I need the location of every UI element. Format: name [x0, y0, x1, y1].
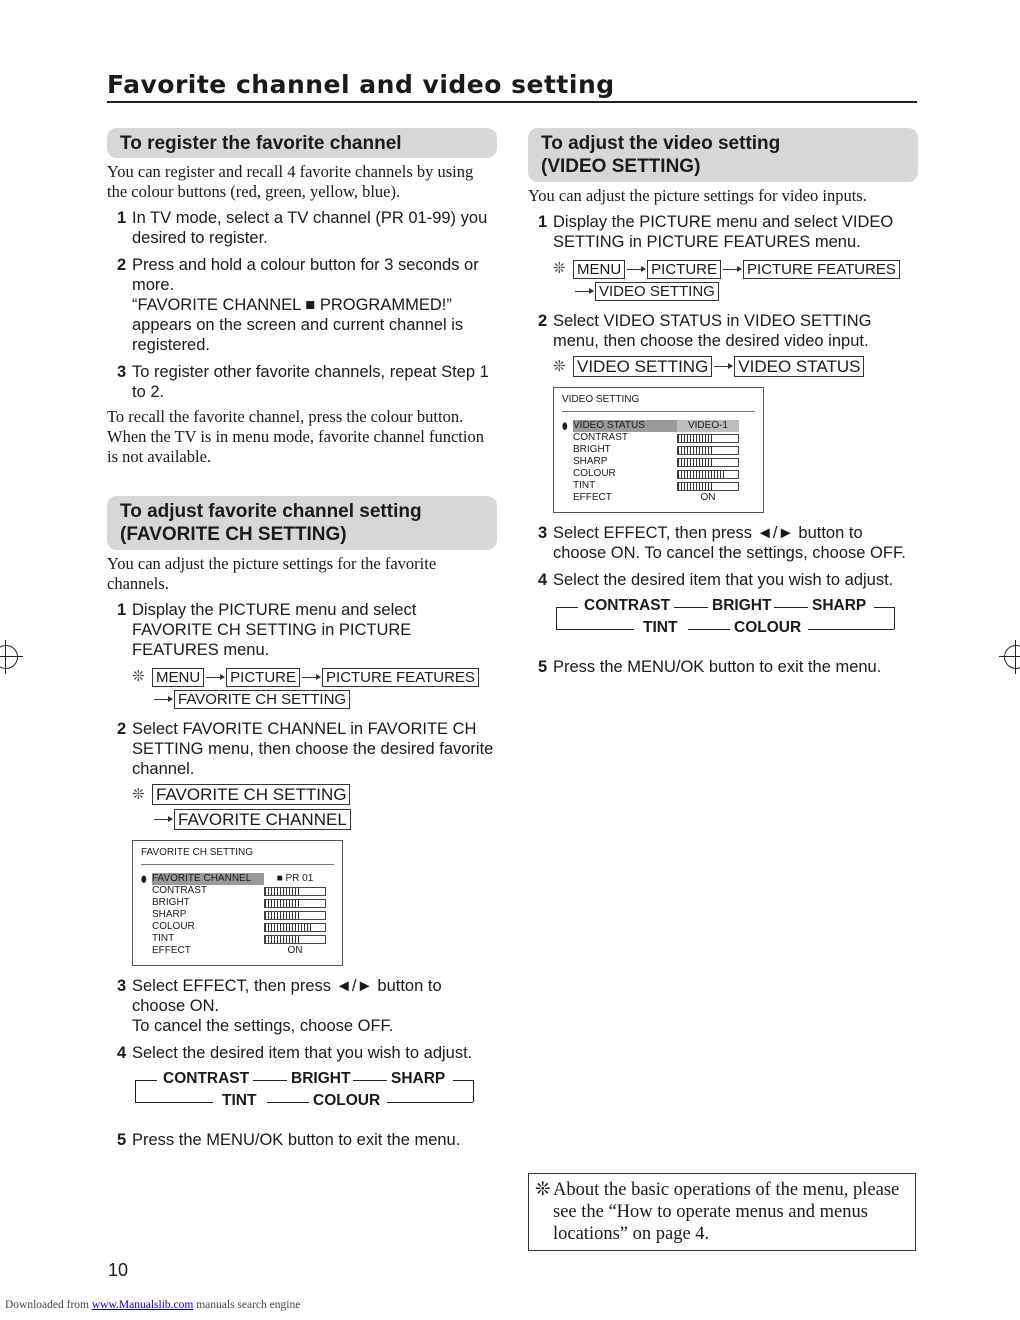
fav-step-5: 5 Press the MENU/OK button to exit the menu.: [117, 1131, 461, 1149]
path-video-status: VIDEO STATUS: [734, 356, 864, 377]
arrow-right-icon: [302, 677, 320, 678]
cursor-icon: ⬮: [562, 421, 568, 431]
path-picture-features: PICTURE FEATURES: [743, 260, 900, 279]
arrow-right-icon: [206, 677, 224, 678]
osd-row: TINT: [141, 933, 334, 945]
adjust-fav-steps: [107, 600, 497, 660]
arrow-right-icon: [575, 291, 593, 292]
level-bar: [264, 911, 326, 920]
fav-osd-menu: [132, 840, 343, 966]
osd-row-selected: ⬮ FAVORITE CHANNEL ■ PR 01: [141, 873, 314, 884]
level-bar: [264, 923, 326, 932]
osd-row: EFFECT ON: [152, 945, 303, 956]
cursor-icon: ⬮: [141, 874, 147, 884]
level-bar: [264, 887, 326, 896]
path-fav-ch-setting: FAVORITE CH SETTING: [174, 690, 350, 709]
path-menu: MENU: [573, 260, 625, 279]
osd-title: FAVORITE CH SETTING: [141, 847, 334, 865]
video-step-1: 1 Display the PICTURE menu and select VIDEO SETTING in PICTURE FEATURES menu.: [538, 213, 894, 251]
register-step-1: 1 In TV mode, select a TV channel (PR 01-99) you desired to register.: [117, 209, 488, 247]
video-osd-menu: [553, 387, 764, 513]
fav-menu-path: [132, 667, 497, 709]
video-step-4: 4 Select the desired item that you wish to adjust.: [538, 571, 894, 589]
arrow-right-icon: [627, 269, 645, 270]
note-icon: ❊: [553, 260, 566, 277]
osd-row: COLOUR: [562, 468, 755, 480]
register-heading: To register the favorite channel: [107, 128, 497, 158]
left-column: [107, 128, 497, 1157]
level-bar: [677, 482, 739, 491]
osd-row: BRIGHT: [141, 897, 334, 909]
adjust-cycle-diagram: CONTRAST BRIGHT SHARP TINT COLOUR: [135, 1070, 475, 1118]
adjust-fav-intro: You can adjust the picture settings for the favorite channels.: [107, 554, 437, 593]
osd-row: CONTRAST: [141, 885, 334, 897]
register-step-3: 3 To register other favorite channels, repeat Step 1 to 2.: [117, 363, 489, 401]
level-bar: [677, 434, 739, 443]
video-intro: You can adjust the picture settings for video inputs.: [528, 186, 867, 205]
path-menu: MENU: [152, 668, 204, 687]
note-icon: ❊: [553, 357, 566, 375]
arrow-right-icon: [723, 269, 741, 270]
video-step-3: 3 Select EFFECT, then press ◄/► button to choose ON. To cancel the settings, choose OFF.: [538, 524, 906, 562]
fav-step-4: 4 Select the desired item that you wish to adjust.: [117, 1044, 473, 1062]
path-fav-ch-setting: FAVORITE CH SETTING: [152, 784, 350, 805]
path-picture: PICTURE: [226, 668, 300, 687]
video-menu-path: [553, 259, 918, 301]
path-video-setting: VIDEO SETTING: [573, 356, 712, 377]
fav-channel-path: [132, 784, 497, 830]
level-bar: [264, 899, 326, 908]
osd-row: TINT: [562, 480, 755, 492]
menu-mode-note: When the TV is in menu mode, favorite channel function is not available.: [107, 427, 484, 466]
video-step-5: 5 Press the MENU/OK button to exit the menu.: [538, 658, 882, 676]
recall-note: To recall the favorite channel, press the colour button.: [107, 407, 464, 426]
note-icon: ❊: [535, 1180, 551, 1200]
arrow-right-icon: [714, 366, 732, 367]
path-picture: PICTURE: [647, 260, 721, 279]
about-menu-note: ❊ About the basic operations of the menu, please see the “How to operate menus and menus locations” on page 4.: [528, 1173, 916, 1251]
register-step-2: 2 Press and hold a colour button for 3 seconds or more. “FAVORITE CHANNEL ■ PROGRAMMED!” appears on the screen and current channel is registered.: [117, 256, 479, 354]
osd-title: VIDEO SETTING: [562, 394, 755, 412]
path-fav-channel: FAVORITE CHANNEL: [174, 809, 351, 830]
register-intro: You can register and recall 4 favorite channels by using the colour buttons (red, green, yellow, blue).: [107, 162, 474, 201]
download-footer: Downloaded from www.Manualslib.com manuals search engine: [5, 1299, 301, 1311]
adjust-fav-heading: To adjust favorite channel setting (FAVORITE CH SETTING): [107, 496, 497, 550]
registration-mark-icon: [1004, 645, 1020, 669]
page-number: 10: [108, 1260, 129, 1280]
fav-step-2: 2 Select FAVORITE CHANNEL in FAVORITE CH SETTING menu, then choose the desired favorite channel.: [117, 720, 494, 778]
osd-row-selected: ⬮ VIDEO STATUS VIDEO-1: [562, 420, 755, 432]
osd-row: CONTRAST: [562, 432, 755, 444]
osd-row: COLOUR: [141, 921, 334, 933]
video-step-2: 2 Select VIDEO STATUS in VIDEO SETTING menu, then choose the desired video input.: [538, 312, 872, 350]
osd-row: EFFECT ON: [573, 492, 716, 503]
adjust-cycle-diagram: CONTRAST BRIGHT SHARP TINT COLOUR: [556, 597, 896, 645]
right-column: [528, 128, 918, 684]
arrow-right-icon: [154, 819, 172, 820]
fav-step-1: 1 Display the PICTURE menu and select FAVORITE CH SETTING in PICTURE FEATURES menu.: [117, 601, 417, 659]
page-title: Favorite channel and video setting: [107, 70, 917, 103]
arrow-right-icon: [154, 699, 172, 700]
manualslib-link[interactable]: www.Manualslib.com: [91, 1299, 194, 1311]
level-bar: [264, 935, 326, 944]
level-bar: [677, 458, 739, 467]
level-bar: [677, 446, 739, 455]
osd-row: BRIGHT: [562, 444, 755, 456]
fav-step-3: 3 Select EFFECT, then press ◄/► button to choose ON. To cancel the settings, choose OFF.: [117, 977, 442, 1035]
register-steps: [107, 208, 497, 402]
osd-row: SHARP: [141, 909, 334, 921]
path-video-setting: VIDEO SETTING: [595, 282, 719, 301]
level-bar: [677, 470, 739, 479]
video-setting-heading: To adjust the video setting (VIDEO SETTING): [528, 128, 918, 182]
video-status-path: [553, 356, 918, 377]
note-icon: ❊: [132, 668, 145, 685]
note-icon: ❊: [132, 785, 145, 803]
osd-row: SHARP: [562, 456, 755, 468]
path-picture-features: PICTURE FEATURES: [322, 668, 479, 687]
registration-mark-icon: [0, 645, 18, 669]
